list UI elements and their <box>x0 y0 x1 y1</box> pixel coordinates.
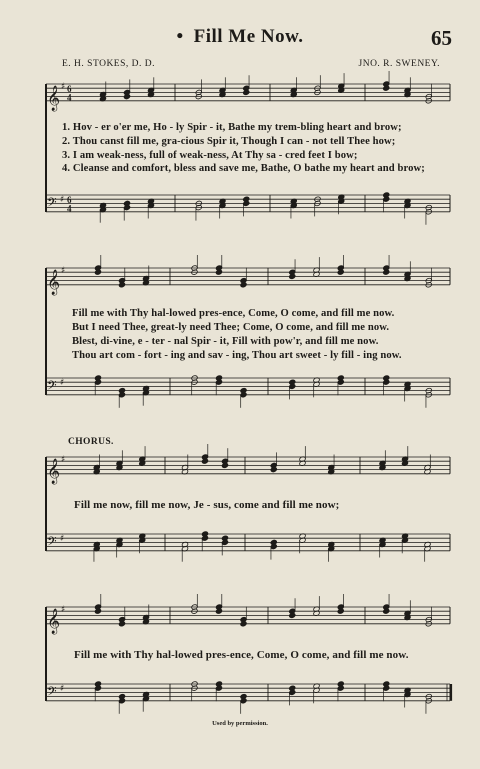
lyric-line: But I need Thee, great-ly need Thee; Come, O come, and fill me now. <box>72 322 390 333</box>
treble-clef-icon: 𝄞 <box>47 269 61 295</box>
chorus-label: CHORUS. <box>68 437 114 447</box>
time-signature: 4 <box>67 92 72 103</box>
title-ornament: • <box>176 26 184 47</box>
sharp-icon: ♯ <box>61 605 66 615</box>
sharp-icon: ♯ <box>60 534 65 544</box>
sharp-icon: ♯ <box>61 266 66 276</box>
sharp-icon: ♯ <box>60 378 65 388</box>
sharp-icon: ♯ <box>60 684 65 694</box>
bass-clef-icon: 𝄢 <box>47 533 57 552</box>
permission-note: Used by permission. <box>212 720 268 727</box>
treble-clef-icon: 𝄞 <box>47 608 61 634</box>
sharp-icon: ♯ <box>60 195 65 205</box>
lyric-line: Fill me with Thy hal-lowed pres-ence, Come, O come, and fill me now. <box>72 308 395 319</box>
lyric-line: 2. Thou canst fill me, gra-cious Spir it, Though I can - not tell Thee how; <box>62 136 396 147</box>
lyric-line: 3. I am weak-ness, full of weak-ness, At Thy sa - cred feet I bow; <box>62 150 358 161</box>
lyric-line: 1. Hov - er o'er me, Ho - ly Spir - it, Bathe my trem-bling heart and brow; <box>62 122 402 133</box>
title-text: Fill Me Now. <box>193 26 304 47</box>
bass-clef-icon: 𝄢 <box>47 194 57 213</box>
words-credit: E. H. STOKES, D. D. <box>62 59 155 69</box>
lyric-line: Blest, di-vine, e - ter - nal Spir - it, Fill with pow'r, and fill me now. <box>72 336 379 347</box>
sharp-icon: ♯ <box>61 82 66 92</box>
time-signature: 6 <box>67 84 72 94</box>
page-number: 65 <box>431 26 452 50</box>
time-signature: 4 <box>67 203 72 214</box>
lyric-line: Fill me now, fill me now, Je - sus, come and fill me now; <box>74 499 340 511</box>
treble-clef-icon: 𝄞 <box>47 85 61 111</box>
lyric-line: Thou art com - fort - ing and sav - ing, Thou art sweet - ly fill - ing now. <box>72 350 402 361</box>
sharp-icon: ♯ <box>61 455 66 465</box>
lyric-line: 4. Cleanse and comfort, bless and save me, Bathe, O bathe my heart and brow; <box>62 163 425 174</box>
lyric-line: Fill me with Thy hal-lowed pres-ence, Come, O come, and fill me now. <box>74 649 409 661</box>
bass-clef-icon: 𝄢 <box>47 683 57 702</box>
time-signature: 6 <box>67 195 72 205</box>
treble-clef-icon: 𝄞 <box>47 458 61 484</box>
music-credit: JNO. R. SWENEY. <box>358 59 440 69</box>
bass-clef-icon: 𝄢 <box>47 377 57 396</box>
